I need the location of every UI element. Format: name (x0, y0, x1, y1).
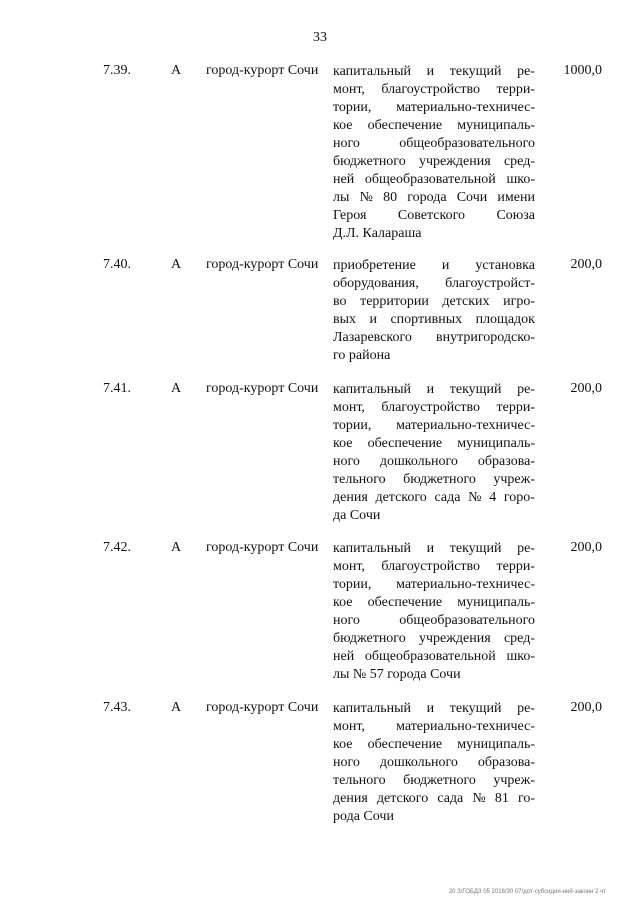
item-description (333, 540, 535, 684)
item-number: 7.39. (103, 63, 131, 78)
description-line: капитальный и текущий ре- (333, 382, 535, 397)
description-line: капитальный и текущий ре- (333, 541, 535, 556)
description-line: тельного бюджетного учреж- (333, 472, 535, 487)
item-number: 7.41. (103, 381, 131, 396)
description-line: дения детского сада № 4 горо- (333, 490, 535, 505)
description-line: монт, благоустройство терри- (333, 400, 535, 415)
description-line: бюджетного учреждения сред- (333, 154, 535, 169)
description-line: ного дошкольного образова- (333, 755, 535, 770)
description-line: ней общеобразовательной шко- (333, 649, 535, 664)
item-description (333, 381, 535, 525)
description-line: кое обеспечение муниципаль- (333, 118, 535, 133)
description-line: Д.Л. Калараша (333, 226, 422, 241)
description-line: ного дошкольного образова- (333, 454, 535, 469)
description-line: монт, материально-техничес- (333, 719, 535, 734)
description-line: бюджетного учреждения сред- (333, 631, 535, 646)
item-category: А (171, 540, 182, 555)
item-amount: 200,0 (570, 540, 602, 555)
description-line: Героя Советского Союза (333, 208, 535, 223)
item-amount: 200,0 (570, 381, 602, 396)
item-description (333, 63, 535, 243)
description-line: вых и спортивных площадок (333, 312, 535, 327)
description-line: лы № 80 города Сочи имени (333, 190, 535, 205)
item-number: 7.40. (103, 257, 131, 272)
description-line: капитальный и текущий ре- (333, 701, 535, 716)
description-line: лы № 57 города Сочи (333, 667, 461, 682)
description-line: кое обеспечение муниципаль- (333, 595, 535, 610)
item-amount: 200,0 (570, 700, 602, 715)
item-category: А (171, 257, 182, 272)
description-line: рода Сочи (333, 809, 394, 824)
description-line: го района (333, 348, 391, 363)
description-line: тельного бюджетного учреж- (333, 773, 535, 788)
description-line: тории, материально-техничес- (333, 577, 535, 592)
item-number: 7.42. (103, 540, 131, 555)
item-category: А (171, 63, 182, 78)
item-category: А (171, 700, 182, 715)
item-municipality: город-курорт Сочи (206, 700, 319, 715)
description-line: тории, материально-техничес- (333, 100, 535, 115)
description-line: ней общеобразовательной шко- (333, 172, 535, 187)
item-municipality: город-курорт Сочи (206, 381, 319, 396)
description-line: Лазаревского внутригородско- (333, 330, 535, 345)
description-line: ного общеобразовательного (333, 136, 535, 151)
description-line: кое обеспечение муниципаль- (333, 737, 535, 752)
item-number: 7.43. (103, 700, 131, 715)
item-municipality: город-курорт Сочи (206, 540, 319, 555)
item-amount: 200,0 (570, 257, 602, 272)
description-line: да Сочи (333, 508, 381, 523)
description-line: дения детского сада № 81 го- (333, 791, 535, 806)
description-line: приобретение и установка (333, 258, 535, 273)
description-line: монт, благоустройство терри- (333, 82, 535, 97)
item-description (333, 700, 535, 826)
description-line: во территории детских игро- (333, 294, 535, 309)
description-line: оборудования, благоустройст- (333, 276, 535, 291)
page-number: 33 (313, 30, 327, 45)
description-line: тории, материально-техничес- (333, 418, 535, 433)
description-line: капитальный и текущий ре- (333, 64, 535, 79)
item-description (333, 257, 535, 365)
file-footer: 20 З/ГОБДЗ 05 2018/30 07/дот-субсидии-ний-законн 2 чт (448, 889, 606, 895)
description-line: монт, благоустройство терри- (333, 559, 535, 574)
description-line: кое обеспечение муниципаль- (333, 436, 535, 451)
description-line: ного общеобразовательного (333, 613, 535, 628)
item-category: А (171, 381, 182, 396)
item-amount: 1000,0 (563, 63, 602, 78)
item-municipality: город-курорт Сочи (206, 63, 319, 78)
item-municipality: город-курорт Сочи (206, 257, 319, 272)
